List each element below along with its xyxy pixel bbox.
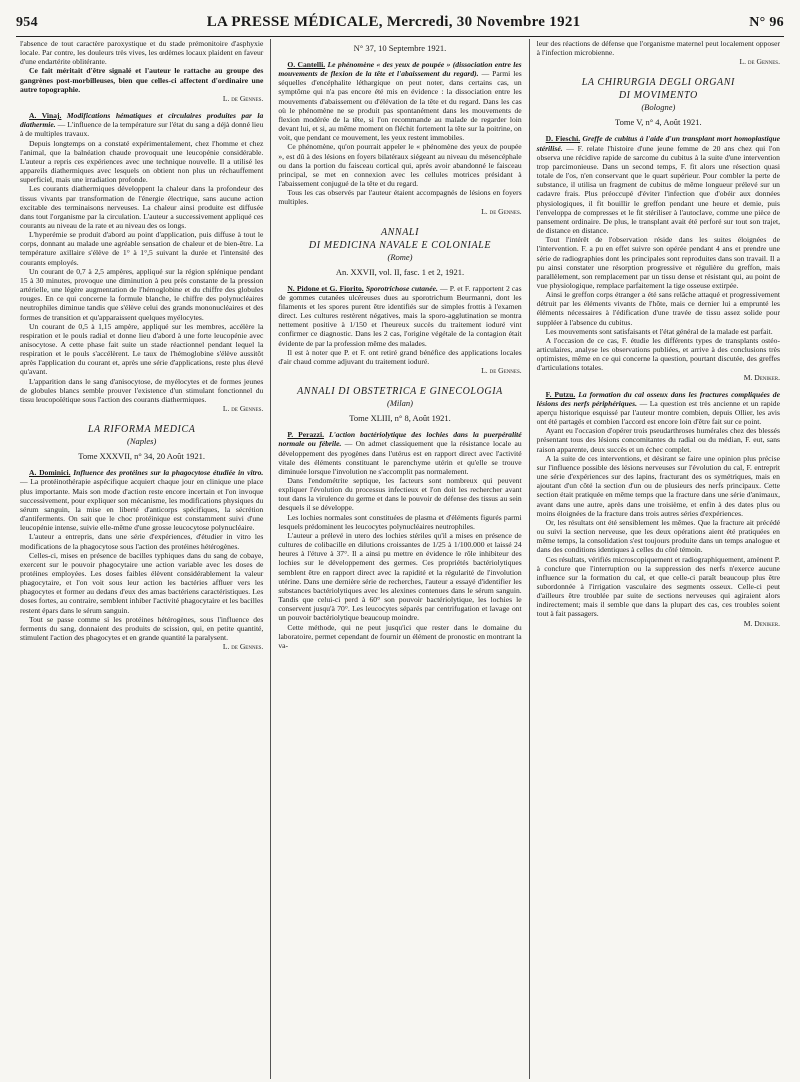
column-rule [270, 39, 271, 1079]
journal-title: LA PRESSE MÉDICALE, Mercredi, 30 Novembre 1921 [206, 14, 581, 30]
paragraph: — La question est très ancienne et un rapide aperçu historique esquissé par l'auteur montre combien, depuis Ollier, les avis ont été partagés et combien l'accord est encore loin d'être fait sur ce point. [536, 398, 780, 427]
issue-line: Tome XXXVII, n° 34, 20 Août 1921. [78, 451, 206, 462]
paragraph: Dans l'endométrite septique, les facteurs sont nombreux qui peuvent expliquer l'évolution du processus infectieux et l'on doit les rechercher avant tout dans la virulence du germe et dans le pouvoir de défense des tissus au sein desquels il se développe. [278, 476, 522, 513]
article-title: Sporotrichose cutanée. [365, 283, 438, 293]
paragraph: Or, les résultats ont été sensiblement les mêmes. Que la fracture ait précédé ou suivi la section nerveuse, que les deux opérations aient été pratiquées en même temps, la consolidation s'est toujours produite dans un temps analogue et dans des conditions identiques à celles du côté témoin. [536, 517, 780, 555]
paragraph: — P. et F. rapportent 2 cas de gommes cutanées ulcéreuses dues au sporotrichum Beurmanni, dont les filaments et les spores purent être identifiés sur de simples frottis à l'examen direct. Les cultures restèrent négatives, mais la sporo-agglutination se montra nettement positive à 1/150 et l'heureux succès du traitement ioduré vint confirmer ce diagnostic. Dans les 2 cas, l'origine végétale de la contagion était évidente de par la profession même des malades. [278, 283, 522, 348]
column-rule [529, 39, 530, 1079]
paragraph: Un courant de 0,5 à 1,15 ampère, appliqué sur les membres, accélère la respiration et le pouls radial et donne lieu d'abord à une forte leucopénie avec anisocytose. A cette phase fait suite un stade réactionnel pendant lequel la respiration et le pouls s'accélèrent. Le taux de l'hémoglobine s'élève aussitôt après l'application du courant et, après une série d'applications, reste plus élevé qu'avant. [20, 321, 264, 377]
section-city: (Rome) [387, 251, 413, 262]
article-title: L'action bactériolytique des lochies dans la puerpéralité normale ou fébrile. [278, 430, 522, 449]
article-title: Greffe de cubitus à l'aide d'un transplant mort homoplastique stérilisé. [536, 134, 780, 153]
paragraph: Depuis longtemps on a constaté expérimentalement, chez l'homme et chez l'animal, que la balnéation chaude provoquait une leucopénie considérable. L'auteur a repris ces expériences avec une technique nouvelle. Il a utilisé les appareils diathermiques avec lesquels on obtient non plus un réchauffement superficiel, mais une irradiation profonde. [20, 138, 264, 185]
paragraph: l'absence de tout caractère paroxystique et du stade prémonitoire d'asphyxie locale. Par contre, les douleurs très vives, les œdèmes locaux plaident en faveur d'une endartérite oblitérante. [20, 39, 264, 67]
article-columns [16, 39, 784, 1079]
paragraph: — L'influence de la température sur l'état du sang a déjà donné lieu à de multiples travaux. [20, 120, 264, 139]
column-right [533, 39, 784, 1079]
paragraph: Tous les cas observés par l'auteur étaient accompagnés de lésions en foyers multiples. [278, 188, 522, 207]
column-left [16, 39, 267, 1079]
author-signature: L. de Gennes. [222, 404, 264, 414]
paragraph: — La protéinothérapie aspécifique acquiert chaque jour en clinique une place plus importante. Mais son mode d'action reste encore incertain et l'on invoque successivement, pour expliquer son mécanisme, les modifications physiques du sérum sanguin, la mise en liberté d'anticorps spécifiques, la sécrétion d'antiferments. On sait que le choc protéinique est constamment suivi d'une leucopénie intense, suivie elle-même d'une grosse leucocytose polynucléaire. [20, 477, 264, 533]
article-title: La formation du cal osseux dans les fractures compliquées de lésions des nerfs périphériques. [536, 389, 780, 408]
article-author: O. Cantelli. [287, 60, 326, 69]
section-title: LA CHIRURGIA DEGLI ORGANI [581, 77, 735, 89]
section-city: (Milan) [387, 398, 413, 409]
paragraph: — Parmi les séquelles d'encéphalite léthargique on peut noter, dans certains cas, un symptôme qui n'a pas encore été mis en évidence : la dissociation entre les mouvements d'abaissement ou d'élévation de la tête et du regard. Dans les cas où le phénomène ne se produit pas spontanément dans les mouvements de flexion modérée de la tête, si l'on recommande au malade de regarder loin devant lui, et si, au même moment on fléchit fortement la tête sur la poitrine, on voit, que pendant ce mouvement, les yeux restent immobiles. [278, 69, 522, 143]
paragraph: Celles-ci, mises en présence de bacilles typhiques dans du sang de cobaye, exercent sur le pouvoir phagocytaire une action variable avec les doses de protéines employées. Les doses faibles élèvent considérablement la valeur phagocytaire, et l'on voit sous leur action les bactéries affluer vers les phagocytes et former au dedans d'eux des amas bactériens caractéristiques. Les doses fortes, au contraire, semblent inhiber l'activité phagocytaire et les bacilles restent épars dans le sérum sanguin. [20, 550, 264, 615]
paragraph: L'auteur a prélevé in utero des lochies stériles qu'il a mises en présence de cultures de colibacille en dilutions croissantes de 1/25 à 1/100.000 et laissé 24 heures à l'étuve à 37°. Il a ainsi pu mettre en évidence le rôle inhibiteur des lochies sur le développement des germes. Ces propriétés bactériolytiques semblent être en rapport direct avec la rapidité et la régularité de l'involution utérine. Dans une dernière série de recherches, l'auteur a essayé d'identifier les substances bactériolytiques avec les alexines contenues dans le sérum sanguin. Tandis que celui-ci perd à 60° son pouvoir bactériolytique, les lochies le conservent jusqu'à 70°. Les leucocytes séparés par centrifugation et lavage ont un pouvoir bactériolytique beaucoup moindre. [278, 530, 522, 623]
author-signature: L. de Gennes. [481, 366, 522, 376]
paragraph: Tout l'intérêt de l'observation réside dans les suites éloignées de l'intervention. F. a pu en effet suivre son opérée pendant 4 ans et prendre une série de radiographies dont les principales sont reproduites dans son travail. Il a pu ainsi constater une résorption progressive et régulière du greffon, mais parallèlement, son remplacement par un tissu dense et résistant qui, au point de vue physiologique, remplace parfaitement la tige osseuse extirpée. [536, 235, 780, 290]
issue-line: Tome V, n° 4, Août 1921. [615, 117, 702, 128]
section-city: (Naples) [127, 436, 157, 447]
paragraph: Les mouvements sont satisfaisants et l'état général de la malade est parfait. [545, 326, 773, 336]
paragraph: A l'occasion de ce cas, F. étudie les différents types de transplants ostéo-articulaires, analyse les observations publiées, et arrive à des conclusions très optimistes, même en ce qui concerne la question, pourtant discutée, des greffes d'articulations totales. [536, 335, 780, 373]
article-author: P. Perazzi. [287, 430, 325, 440]
section-title: DI MOVIMENTO [618, 90, 698, 102]
page-header [16, 14, 784, 37]
paragraph: — On admet classiquement que la résistance locale au développement des pyogènes dans l'utérus est en rapport direct avec l'activité vitale des éléments constituant le parenchyme utérin et qu'elle se trouve diminuée lorsque l'involution ne s'accomplit pas normalement. [278, 439, 522, 476]
paragraph: Cette méthode, qui ne peut jusqu'ici que rester dans le domaine du laboratoire, permet cependant de fournir un élément de pronostic en montrant la va- [278, 622, 522, 650]
paragraph: Ainsi le greffon corps étranger a été sans relâche attaqué et progressivement détruit par les éléments vivants de l'hôte, mais ce dernier lui a emprunté les éléments nécessaires à l'édification d'une travée de tissu assez solide pour suppléer à l'absence du cubitus. [536, 290, 780, 327]
paragraph: A la suite de ces interventions, et désirant se faire une opinion plus précise sur l'influence possible des lésions nerveuses sur l'évolution du cal, F. entreprit une série d'expériences sur des lapins, fracturant des os symétriques, mais en ajoutant d'un côté la section d'un ou de plusieurs des nerfs principaux. Cette section était pratiquée en même temps que la fracture dans une série d'animaux, avant dans une autre, après dans une troisième, et enfin à des dates plus ou moins éloignées de la fracture dans trois autres séries d'expériences. [536, 453, 780, 518]
issue-number: N° 96 [749, 15, 784, 30]
paragraph: Ce fait méritait d'être signalé et l'auteur le rattache au groupe des gangrènes post-morbilleuses, bien que celles-ci affectent d'ordinaire une autre topographie. [20, 66, 264, 94]
issue-line: An. XXVII, vol. II, fasc. 1 et 2, 1921. [335, 266, 465, 277]
author-signature: M. Deniker. [743, 618, 780, 628]
paragraph: Les courants diathermiques développent la chaleur dans la profondeur des tissus vivants par transformation de l'énergie électrique, sans aucune action excitable des terminaisons nerveuses. La chaleur ainsi produite est diffusée dans tout l'organisme par la circulation. L'auteur a successivement appliqué ces courants au niveau de la rate et au niveau des os longs. [20, 184, 264, 230]
paragraph: Un courant de 0,7 à 2,5 ampères, appliqué sur la région splénique pendant 15 à 30 minutes, provoque une diminution à peu près constante de la pression artérielle, une légère augmentation de l'hémoglobine et du chiffre des globules rouges. En ce qui concerne la formule blanche, le chiffre des polynucléaires neutrophiles diminue tandis que s'élève celui des grands mononucléaires et des formes de transition et qu'apparaissent quelques myélocytes. [20, 266, 264, 322]
article-author: A. Vinaj. [29, 111, 62, 121]
paragraph: — F. relate l'histoire d'une jeune femme de 20 ans chez qui l'on observa une récidive rapide de sarcome du cubitus à la suite d'une intervention trop parcimonieuse. Dans un second temps, F. fit alors une résection quasi totale de l'os, n'en conservant que le quart supérieur. Pour combler la perte de substance, il utilisa un fragment de cubitus de même longueur prélevé sur un cadavre frais. Plus préoccupé d'éviter l'infection que d'obéir aux données physiologiques, il fit bouillir le greffon pendant une heure et demie, puis l'enveloppa de compresses et le fit stériliser à l'autoclave, comme une pièce de pansement ordinaire. De plus, le transplant avait été perforé sur tout son trajet, de distance en distance. [536, 143, 780, 236]
paragraph: leur des réactions de défense que l'organisme maternel peut localement opposer à l'infection microbienne. [536, 39, 780, 58]
author-signature: L. de Gennes. [739, 57, 780, 67]
author-signature: L. de Gennes. [222, 642, 264, 652]
paragraph: Ces résultats, vérifiés microscopiquement et radiographiquement, amènent P. à conclure que l'interruption ou la suppression des nerfs n'exerce aucune influence sur la formation du cal, et que celle-ci paraît beaucoup plus être subordonnée à l'irrigation vasculaire des segments osseux. Celle-ci peut d'ailleurs être troublée par suite de sections nerveuses qui agiraient alors indirectement; mais il semble que dans la plupart des cas, ces troubles soient tout à fait passagers. [536, 554, 780, 619]
paragraph: L'apparition dans le sang d'anisocytose, de myélocytes et de formes jeunes de globules blancs semble prouver l'existence d'un stimulant fonctionnel du tissu leucopoïétique sous l'action des courants diathermiques. [20, 376, 264, 404]
paragraph: L'hyperémie se produit d'abord au point d'application, puis diffuse à tout le corps, donnant au malade une agréable sensation de chaleur et de bien-être. La température axillaire s'élève de 1° à 1°,5 suivant la durée et l'intensité des courants employés. [20, 230, 264, 267]
article-title: Le phénomène « des yeux de poupée » (dissociation entre les mouvements de flexion de la tête et l'abaissement du regard). [278, 60, 522, 79]
section-title: LA RIFORMA MEDICA [87, 424, 196, 436]
paragraph: Ce phénomène, qu'on pourrait appeler le « phénomène des yeux de poupée », est dû à des lésions en foyers bilatéraux siégeant au niveau du mésencéphale ou dans la portion du faisceau cortical qui, après avoir abandonné le faisceau principal, se met en connexion avec les cellules motrices présidant à l'abaissement conjugué de la tête et du regard. [278, 142, 522, 189]
article-author: N. Pidone et G. Fiorito. [287, 283, 364, 293]
article-author: F. Putzu. [545, 389, 576, 399]
issue-line: Tome XLIII, n° 8, Août 1921. [349, 413, 451, 424]
paragraph: Il est à noter que P. et F. ont retiré grand bénéfice des applications locales d'air chaud comme adjuvant du traitement ioduré. [278, 347, 522, 366]
article-author: A. Dominici. [29, 468, 71, 478]
paragraph: L'auteur a entrepris, dans une série d'expériences, d'étudier in vitro les modifications de la phagocytose sous l'action des protéines hétérogènes. [20, 532, 264, 551]
paragraph: Les lochies normales sont constituées de plasma et d'éléments figurés parmi lesquels prédominent les leucocytes polynucléaires neutrophiles. [278, 512, 522, 531]
section-title: DI MEDICINA NAVALE E COLONIALE [308, 239, 492, 251]
author-signature: M. Deniker. [743, 372, 780, 382]
article-author: D. Fieschi. [545, 134, 581, 144]
author-signature: L. de Gennes. [222, 93, 264, 103]
paragraph: Ayant eu l'occasion d'opérer trois pseudarthroses humérales chez des blessés présentant tous des lésions concomitantes du radial ou du médian, F. eut, sans raison apparente, deux succès et un échec complet. [536, 426, 780, 454]
author-signature: L. de Gennes. [481, 206, 522, 216]
article-title: Influence des protéines sur la phagocytose étudiée in vitro. [73, 468, 264, 478]
section-title: ANNALI DI OBSTETRICA E GINECOLOGIA [297, 386, 503, 398]
section-city: (Bologne) [641, 102, 676, 113]
article-title: Modifications hématiques et circulaires produites par la diathermie. [20, 111, 264, 130]
section-title: ANNALI [380, 226, 420, 238]
paragraph: Tout se passe comme si les protéines hétérogènes, sous l'influence des ferments du sang, donnaient des produits de scission, qui, en petite quantité, stimulent l'action des phagocytes et en grande quantité la paralysent. [20, 614, 264, 643]
column-middle [274, 39, 525, 1079]
issue-line: N° 37, 10 Septembre 1921. [353, 43, 447, 53]
page-number: 954 [16, 15, 38, 30]
